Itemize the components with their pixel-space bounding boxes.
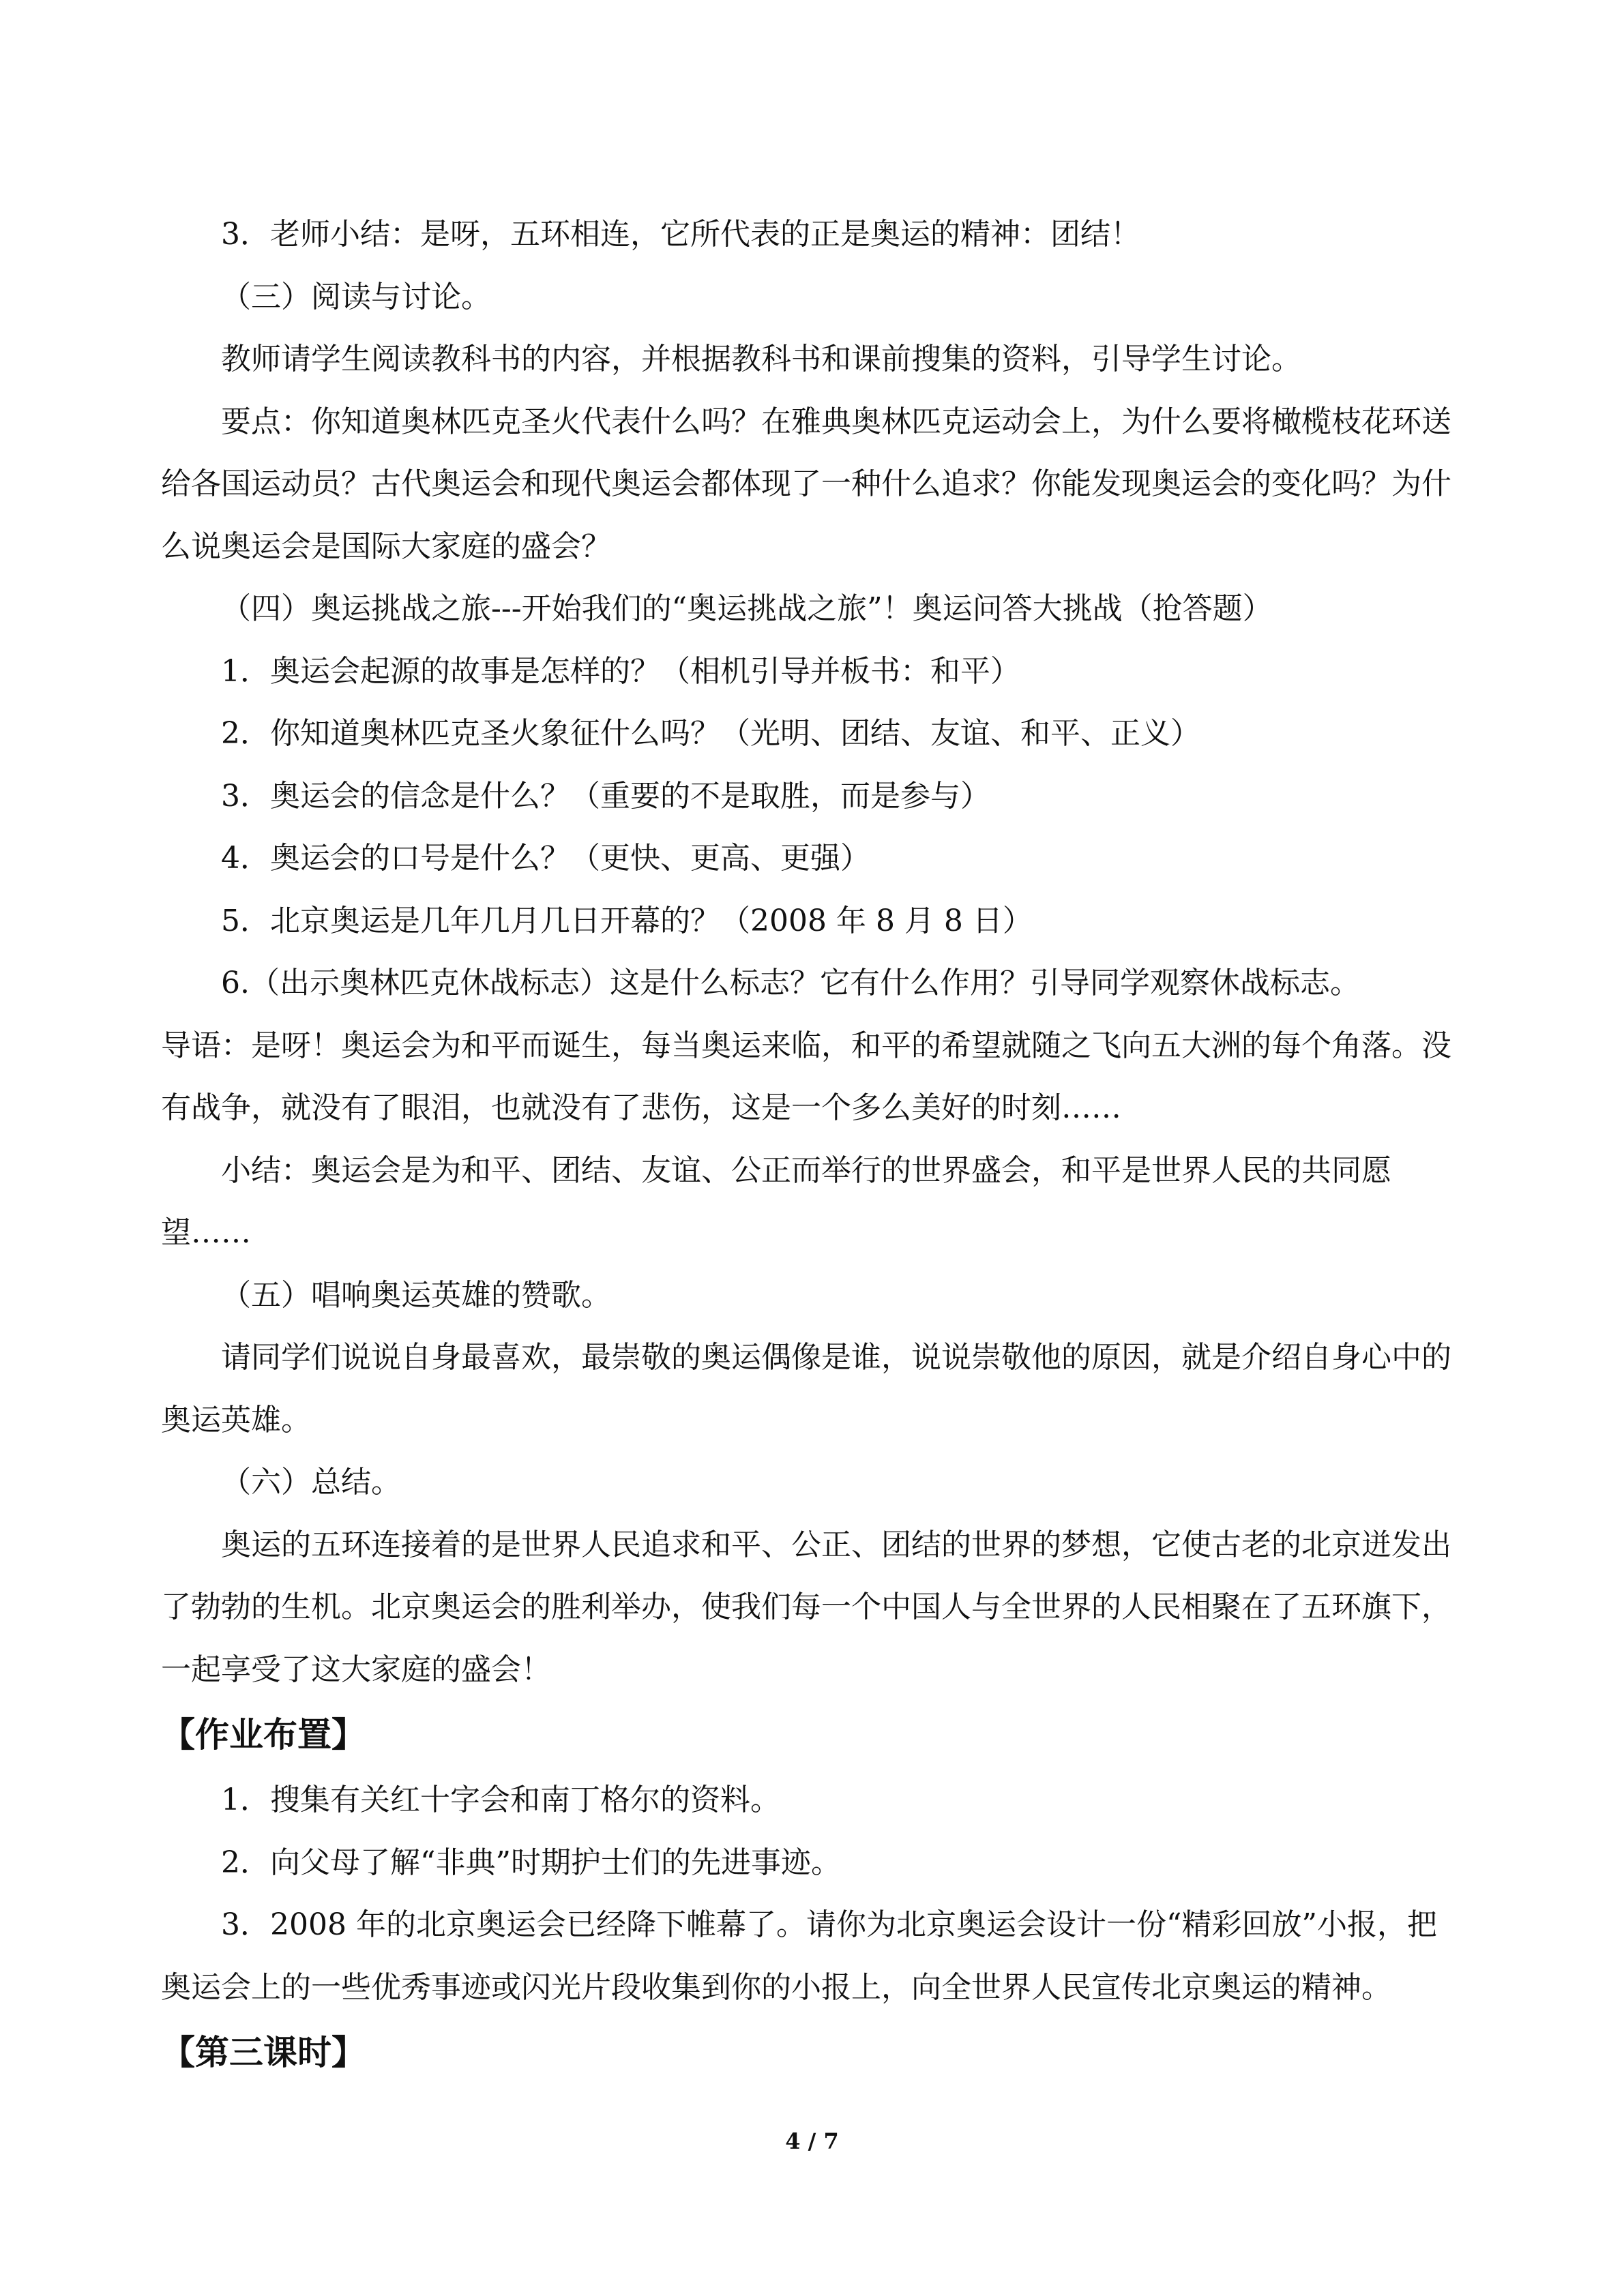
quiz-item-2: 2．你知道奥林匹克圣火象征什么吗？（光明、团结、友谊、和平、正义） (221, 716, 1200, 751)
quiz-item-3: 3．奥运会的信念是什么？（重要的不是取胜，而是参与） (221, 778, 990, 814)
paragraph-conclusion: 奥运的五环连接着的是世界人民追求和平、公正、团结的世界的梦想，它使古老的北京迸发出了勃勃的生机。北京奥运会的胜利举办，使我们每一个中国人与全世界的人民相聚在了五环旗下，一起享受了这大家庭的盛会！ (161, 1527, 1451, 1687)
quiz-item-6: 6.（出示奥林匹克休战标志）这是什么标志？它有什么作用？引导同学观察休战标志。 (221, 966, 1360, 1000)
paragraph-section-six: （六）总结。 (221, 1465, 401, 1500)
paragraph-section-four: （四）奥运挑战之旅---开始我们的“奥运挑战之旅”！奥运问答大挑战（抢答题） (221, 591, 1273, 626)
paragraph-reading-discussion: 教师请学生阅读教科书的内容，并根据教科书和课前搜集的资料，引导学生讨论。 (221, 342, 1301, 376)
paragraph-olympic-heroes: 请同学们说说自身最喜欢，最崇敬的奥运偶像是谁，说说崇敬他的原因，就是介绍自身心中的奥运英雄。 (161, 1340, 1451, 1437)
homework-item-2: 2．向父母了解“非典”时期护士们的先进事迹。 (221, 1845, 841, 1880)
paragraph-section-three: （三）阅读与讨论。 (221, 279, 491, 314)
page-content (161, 203, 1464, 2087)
third-lesson-heading: 【第三课时】 (161, 2033, 366, 2072)
homework-item-3: 3．2008 年的北京奥运会已经降下帷幕了。请你为北京奥运会设计一份“精彩回放”小报，把奥运会上的一些优秀事迹或闪光片段收集到你的小报上，向全世界人民宣传北京奥运的精神。 (161, 1907, 1437, 2005)
paragraph-summary: 小结：奥运会是为和平、团结、友谊、公正而举行的世界盛会，和平是世界人民的共同愿望…… (161, 1152, 1391, 1250)
quiz-item-5: 5．北京奥运是几年几月几日开幕的？（2008 年 8 月 8 日） (221, 903, 1033, 938)
quiz-item-1: 1．奥运会起源的故事是怎样的？（相机引导并板书：和平） (221, 653, 1020, 689)
paragraph-section-five: （五）唱响奥运英雄的赞歌。 (221, 1277, 611, 1313)
homework-item-1: 1．搜集有关红十字会和南丁格尔的资料。 (221, 1783, 780, 1817)
quiz-item-4: 4．奥运会的口号是什么？（更快、更高、更强） (221, 841, 870, 876)
paragraph-guide: 导语：是呀！奥运会为和平而诞生，每当奥运来临，和平的希望就随之飞向五大洲的每个角落。没有战争，就没有了眼泪，也就没有了悲伤，这是一个多么美好的时刻…… (161, 1028, 1451, 1125)
page-number: 4 / 7 (785, 2128, 839, 2154)
homework-heading: 【作业布置】 (161, 1715, 366, 1755)
paragraph-teacher-summary: 3．老师小结：是呀，五环相连，它所代表的正是奥运的精神：团结！ (221, 217, 1140, 252)
paragraph-key-points: 要点：你知道奥林匹克圣火代表什么吗？在雅典奥林匹克运动会上，为什么要将橄榄枝花环送给各国运动员？古代奥运会和现代奥运会都体现了一种什么追求？你能发现奥运会的变化吗？为什么说奥运会是国际大家庭的盛会？ (161, 404, 1451, 564)
